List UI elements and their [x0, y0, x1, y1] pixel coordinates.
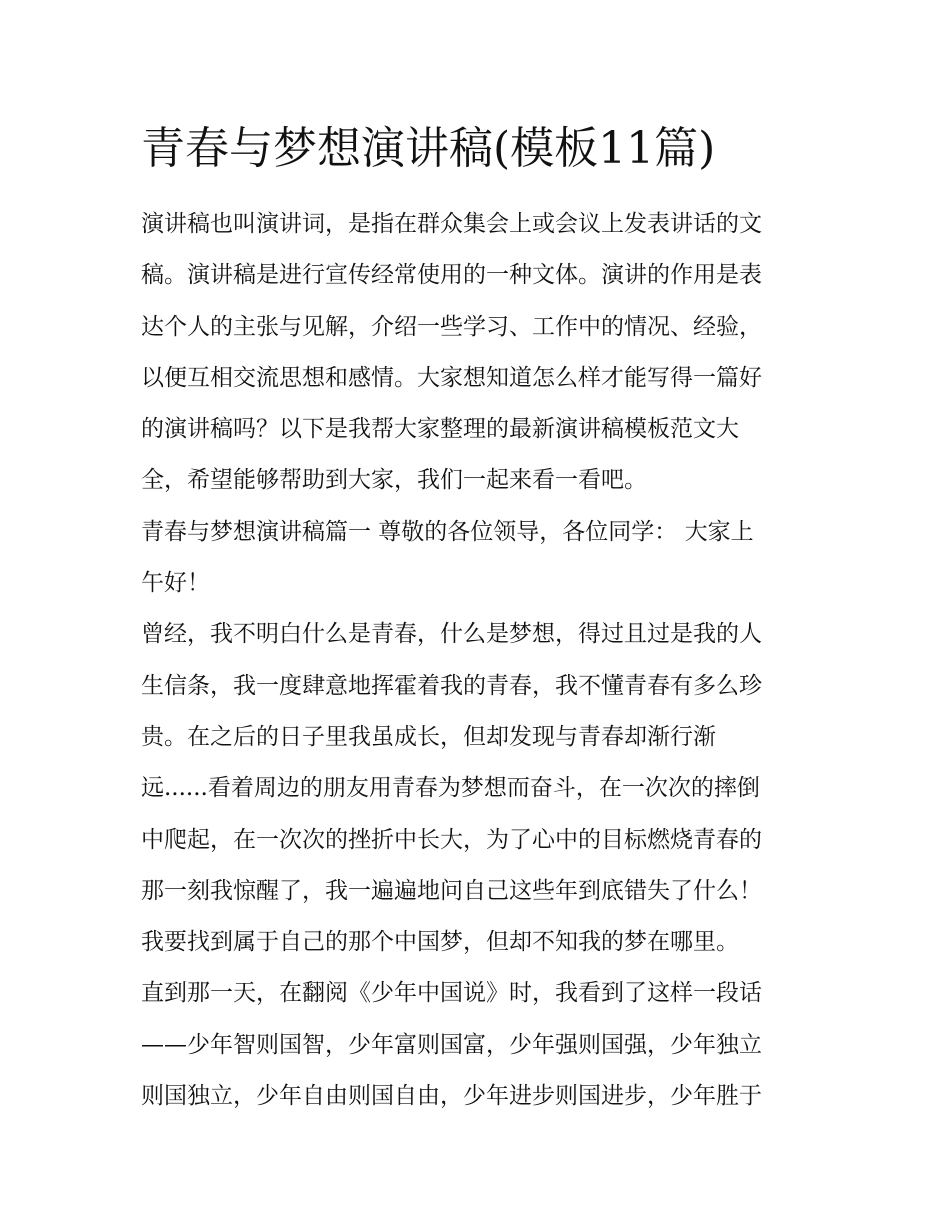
body-line: 直到那一天，在翻阅《少年中国说》时，我看到了这样一段话 — [141, 980, 762, 1007]
body-line: 达个人的主张与见解，介绍一些学习、工作中的情况、经验， — [141, 313, 762, 340]
body-line: ——少年智则国智，少年富则国富，少年强则国强，少年独立 — [141, 1031, 762, 1058]
document-title: 青春与梦想演讲稿(模板11篇) — [141, 123, 716, 174]
document-body — [141, 199, 821, 1122]
body-line: 午好！ — [141, 570, 210, 597]
body-line: 曾经，我不明白什么是青春，什么是梦想，得过且过是我的人 — [141, 621, 762, 648]
body-line: 那一刻我惊醒了，我一遍遍地问自己这些年到底错失了什么！ — [141, 877, 762, 904]
body-line: 中爬起，在一次次的挫折中长大，为了心中的目标燃烧青春的 — [141, 826, 762, 853]
body-line: 生信条，我一度肆意地挥霍着我的青春，我不懂青春有多么珍 — [141, 672, 762, 699]
body-line: 稿。演讲稿是进行宣传经常使用的一种文体。演讲的作用是表 — [141, 262, 762, 289]
body-line: 演讲稿也叫演讲词，是指在群众集会上或会议上发表讲话的文 — [141, 211, 762, 237]
body-line: 以便互相交流思想和感情。大家想知道怎么样才能写得一篇好 — [141, 364, 762, 391]
body-line: 远......看着周边的朋友用青春为梦想而奋斗，在一次次的摔倒 — [141, 775, 760, 802]
body-line: 我要找到属于自己的那个中国梦，但却不知我的梦在哪里。 — [141, 929, 739, 956]
body-line: 的演讲稿吗？以下是我帮大家整理的最新演讲稿模板范文大 — [141, 416, 739, 443]
body-line: 青春与梦想演讲稿篇一 尊敬的各位领导，各位同学： 大家上 — [141, 518, 754, 545]
body-line: 则国独立，少年自由则国自由，少年进步则国进步，少年胜于 — [141, 1083, 762, 1110]
body-line: 全，希望能够帮助到大家，我们一起来看一看吧。 — [141, 467, 647, 494]
body-line: 贵。在之后的日子里我虽成长，但却发现与青春却渐行渐 — [141, 723, 716, 750]
